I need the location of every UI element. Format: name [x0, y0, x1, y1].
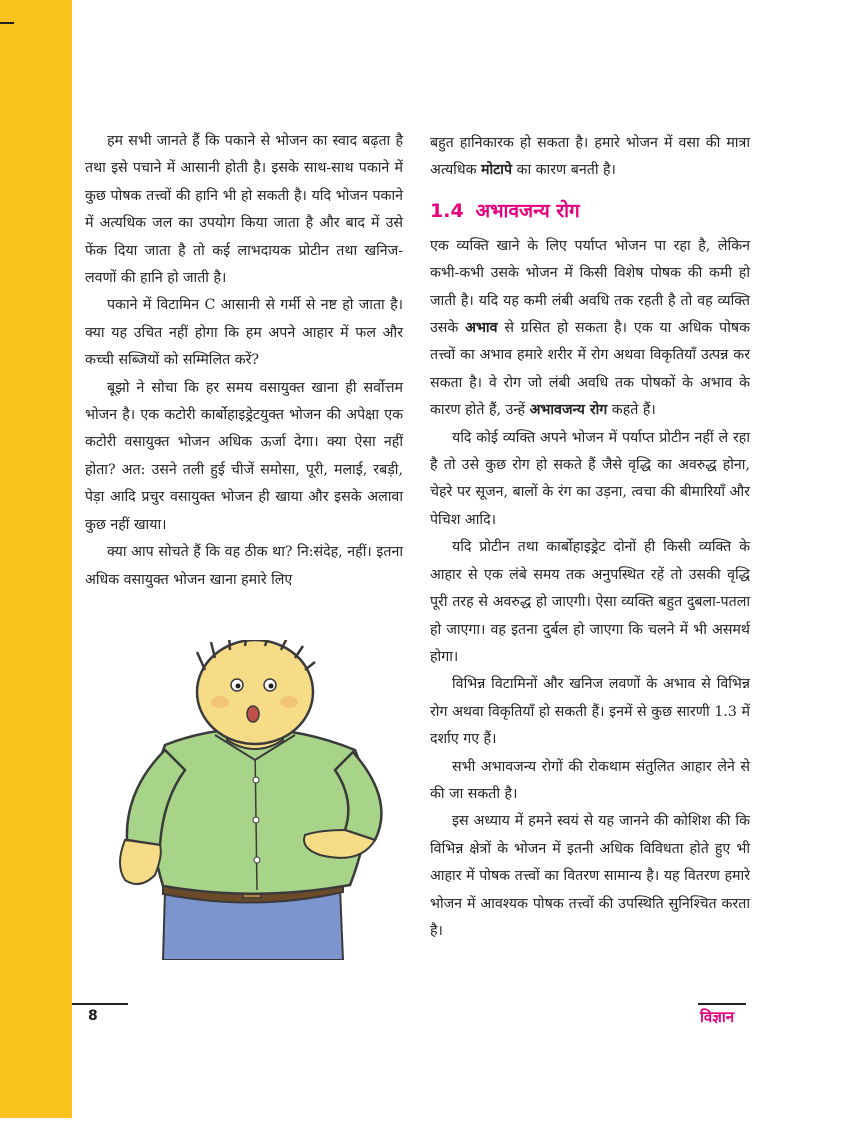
left-column	[85, 128, 403, 594]
section-title: अभावजन्य रोग	[475, 199, 580, 222]
section-heading	[430, 197, 750, 225]
footer-rule-left	[72, 1003, 128, 1005]
page-number: 8	[88, 1008, 98, 1024]
fat-boy-illustration	[105, 640, 405, 960]
footer-rule-right	[698, 1003, 746, 1005]
paragraph-protein-carbohydrate: यदि प्रोटीन तथा कार्बोहाइड्रेट दोनों ही किसी व्यक्ति के आहार से एक लंबे समय तक अनुपस्थित रहें तो उसकी वृद्धि पूरी तरह से अवरुद्ध हो जाएगी। ऐसा व्यक्ति बहुत दुबला-पतला हो जाएगा। वह इतना दुर्बल हो जाएगा कि चलने में भी असमर्थ होगा।	[430, 539, 750, 665]
book-title: विज्ञान	[700, 1008, 735, 1026]
left-hand	[120, 840, 161, 884]
paragraph-vitamins-minerals: विभिन्न विटामिनों और खनिज लवणों के अभाव से विभिन्न रोग अथवा विकृतियाँ हो सकती हैं। इनमें से कुछ सारणी 1.3 में दर्शाए गए हैं।	[430, 676, 750, 748]
paragraph-cooking: हम सभी जानते हैं कि पकाने से भोजन का स्वाद बढ़ता है तथा इसे पचाने में आसानी होती है। इसके साथ-साथ पकाने में कुछ पोषक तत्त्वों की हानि भी हो सकती है। यदि भोजन पकाने में अत्यधिक जल का उपयोग किया जाता है और बाद में उसे फेंक दिया जाता है तो कई लाभदायक प्रोटीन तथा खनिज-लवणों की हानि हो जाती है।	[85, 133, 403, 287]
mouth	[247, 706, 259, 722]
paragraph-continued: बहुत हानिकारक हो सकता है। हमारे भोजन में वसा की मात्रा अत्यधिक मोटापे का कारण बनती है।	[430, 135, 750, 179]
paragraph-protein: यदि कोई व्यक्ति अपने भोजन में पर्याप्त प्रोटीन नहीं ले रहा है तो उसे कुछ रोग हो सकते हैं जैसे वृद्धि का अवरुद्ध होना, चेहरे पर सूजन, बालों के रंग का उड़ना, त्वचा की बीमारियाँ और पेचिश आदि।	[430, 429, 750, 528]
right-column	[430, 130, 750, 945]
paragraph-balanced-diet: सभी अभावजन्य रोगों की रोकथाम संतुलित आहार लेने से की जा सकती है।	[430, 758, 750, 802]
paragraph-vitamin-c: पकाने में विटामिन C आसानी से गर्मी से नष्ट हो जाता है। क्या यह उचित नहीं होगा कि हम अपने आहार में फल और कच्ची सब्जियों को सम्मिलित करें?	[85, 297, 403, 369]
paragraph-boojho-fat: बूझो ने सोचा कि हर समय वसायुक्त खाना ही सर्वोत्तम भोजन है। एक कटोरी कार्बोहाइड्रेटयुक्त भोजन की अपेक्षा एक कटोरी वसायुक्त भोजन अधिक ऊर्जा देगा। क्या ऐसा नहीं होता? अत: उसने तली हुई चीजें समोसा, पूरी, मलाई, रबड़ी, पेड़ा आदि प्रचुर वसायुक्त भोजन ही खाया और इसके अलावा कुछ नहीं खाया।	[85, 379, 403, 533]
corner-tick-mark	[0, 22, 14, 24]
section-number: 1.4	[430, 199, 464, 222]
paragraph-question: क्या आप सोचते हैं कि वह ठीक था? नि:संदेह, नहीं। इतना अधिक वसायुक्त भोजन खाना हमारे लिए	[85, 544, 403, 588]
yellow-margin-band	[0, 0, 72, 1118]
paragraph-deficiency-definition: एक व्यक्ति खाने के लिए पर्याप्त भोजन पा रहा है, लेकिन कभी-कभी उसके भोजन में किसी विशेष पोषक की कमी हो जाती है। यदि यह कमी लंबी अवधि तक रहती है तो वह व्यक्ति उसके अभाव से ग्रसित हो सकता है। एक या अधिक पोषक तत्त्वों का अभाव हमारे शरीर में रोग अथवा विकृतियाँ उत्पन्न कर सकता है। वे रोग जो लंबी अवधि तक पोषकों के अभाव के कारण होते हैं, उन्हें अभावजन्य रोग कहते हैं।	[430, 237, 750, 419]
paragraph-chapter-summary: इस अध्याय में हमने स्वयं से यह जानने की कोशिश की कि विभिन्न क्षेत्रों के भोजन में इतनी अधिक विविधता होते हुए भी आहार में पोषक तत्त्वों का वितरण सामान्य है। यह वितरण हमारे भोजन में आवश्यक पोषक तत्त्वों की उपस्थिति सुनिश्चित करता है।	[430, 813, 750, 939]
